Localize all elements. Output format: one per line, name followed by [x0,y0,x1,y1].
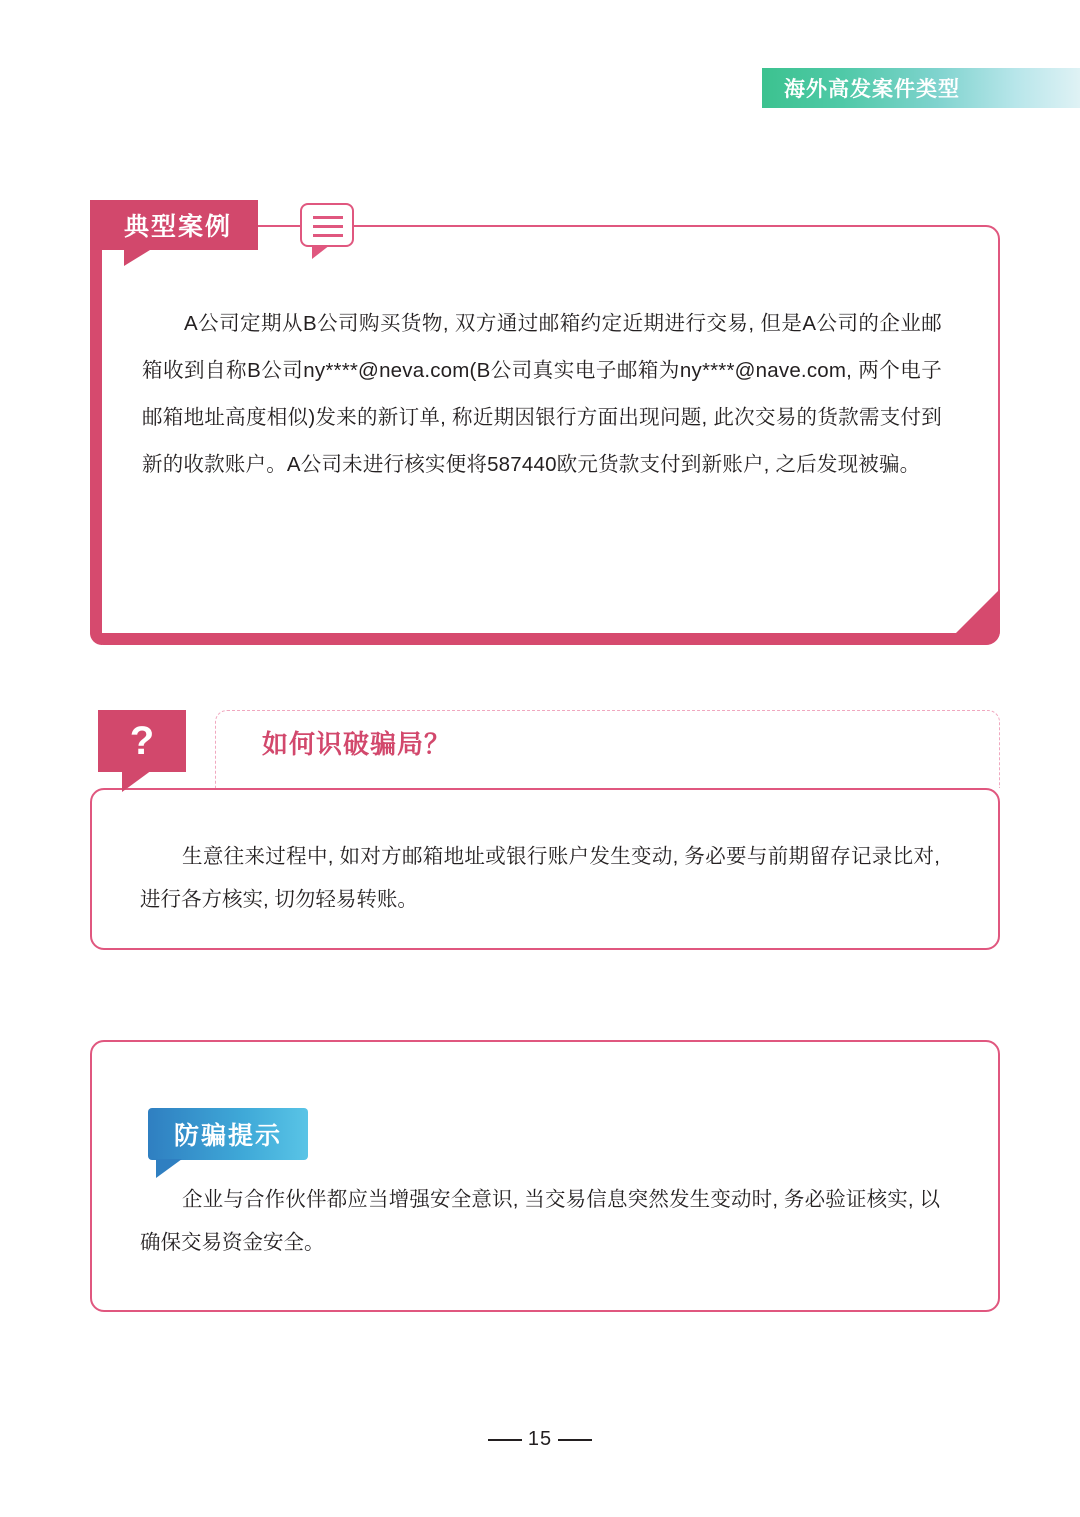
tip-card [90,1040,1000,1312]
question-mark-icon: ? [129,719,155,763]
lines-bubble-icon [300,203,354,247]
typical-case-tag [90,200,258,250]
header-ribbon [762,68,1080,108]
identify-body: 生意往来过程中, 如对方邮箱地址或银行账户发生变动, 务必要与前期留存记录比对, 进行各方核实, 切勿轻易转账。 [140,845,940,911]
tip-tag-label: 防骗提示 [174,1122,283,1150]
footer [0,1428,1080,1451]
question-mark-badge [98,710,186,772]
footer-rule-left [488,1439,522,1441]
footer-rule-right [558,1439,592,1441]
tip-body: 企业与合作伙伴都应当增强安全意识, 当交易信息突然发生变动时, 务必验证核实, 以确保交易资金安全。 [140,1188,940,1254]
page-number: 15 [527,1428,553,1450]
typical-case-body: A公司定期从B公司购买货物, 双方通过邮箱约定近期进行交易, 但是A公司的企业邮箱收到自称B公司ny****@neva.com(B公司真实电子邮箱为ny****@nave.com, 两个电子邮箱地址高度相似)发来的新订单, 称近期因银行方面出现问题, 此次交易的货款需支付到新的收款账户。A公司未进行核实便将587440欧元货款支付到新账户, 之后发现被骗。 [142,312,942,476]
tip-tag [148,1108,308,1160]
case-card-corner-accent [944,589,1000,645]
typical-case-tag-label: 典型案例 [124,213,233,241]
identify-title: 如何识破骗局？ [262,729,452,759]
header-ribbon-label: 海外高发案件类型 [784,78,960,101]
